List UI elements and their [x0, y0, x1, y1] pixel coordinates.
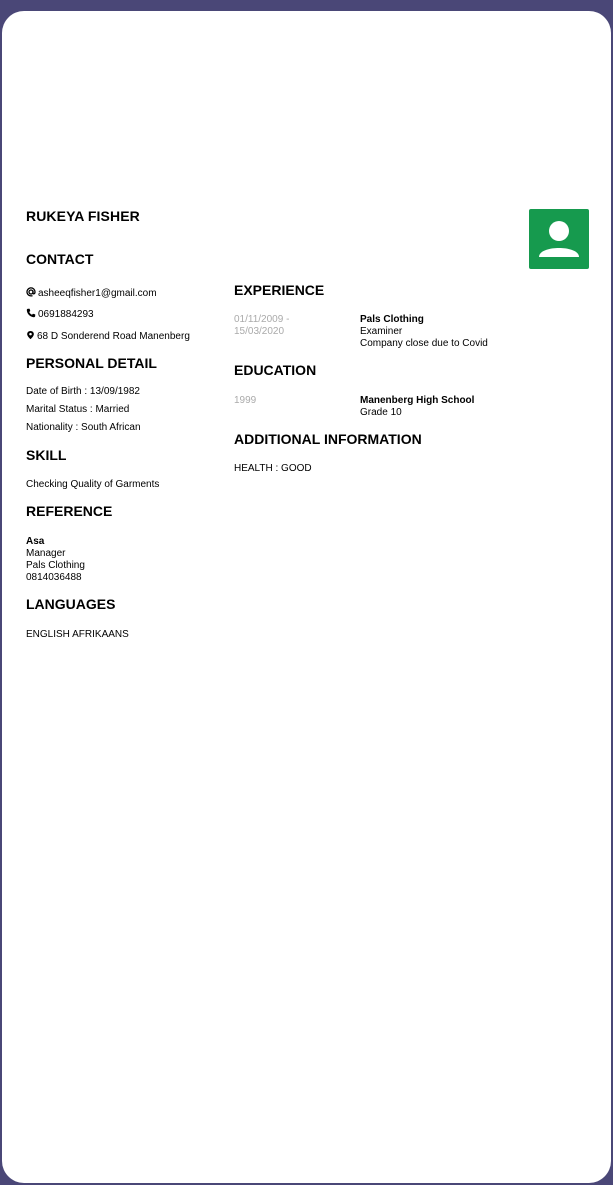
user-avatar-icon: [529, 209, 589, 269]
reference-heading: REFERENCE: [26, 503, 113, 519]
experience-note: Company close due to Covid: [360, 338, 488, 349]
skill-item: Checking Quality of Garments: [26, 479, 160, 490]
education-school: Manenberg High School: [360, 395, 475, 406]
education-heading: EDUCATION: [234, 362, 317, 378]
education-grade: Grade 10: [360, 407, 402, 418]
reference-name: Asa: [26, 536, 45, 547]
phone-icon: [26, 308, 36, 318]
personal-detail-heading: PERSONAL DETAIL: [26, 355, 157, 371]
languages-list: ENGLISH AFRIKAANS: [26, 629, 129, 640]
marital-status: Marital Status : Married: [26, 404, 130, 415]
resume-page: [2, 11, 611, 1183]
contact-heading: CONTACT: [26, 251, 94, 267]
additional-information-health: HEALTH : GOOD: [234, 463, 312, 474]
experience-entry: [360, 314, 488, 350]
at-icon: [26, 287, 36, 297]
contact-address: 68 D Sonderend Road Manenberg: [37, 331, 190, 342]
reference-phone: 0814036488: [26, 572, 82, 583]
nationality: Nationality : South African: [26, 422, 141, 433]
experience-company: Pals Clothing: [360, 314, 424, 325]
languages-heading: LANGUAGES: [26, 596, 116, 612]
skill-heading: SKILL: [26, 447, 67, 463]
reference-title: Manager: [26, 548, 66, 559]
date-of-birth: Date of Birth : 13/09/1982: [26, 386, 140, 397]
contact-phone-row[interactable]: [26, 308, 94, 321]
experience-role: Examiner: [360, 326, 403, 337]
profile-photo[interactable]: [529, 209, 589, 269]
map-pin-icon: [26, 330, 35, 340]
reference-company: Pals Clothing: [26, 560, 85, 571]
resume-name: RUKEYA FISHER: [26, 208, 140, 224]
experience-heading: EXPERIENCE: [234, 282, 325, 298]
contact-phone: 0691884293: [38, 309, 94, 320]
contact-address-row: [26, 330, 190, 343]
reference-block: [26, 536, 85, 584]
additional-information-heading: ADDITIONAL INFORMATION: [234, 431, 422, 447]
experience-date-end: 15/03/2020: [234, 326, 285, 337]
experience-dates: [234, 314, 289, 338]
experience-date-start: 01/11/2009 -: [234, 314, 290, 325]
contact-email-row[interactable]: [26, 287, 157, 300]
contact-email: asheeqfisher1@gmail.com: [38, 288, 157, 299]
education-entry: [360, 395, 474, 419]
education-year: 1999: [234, 395, 257, 406]
